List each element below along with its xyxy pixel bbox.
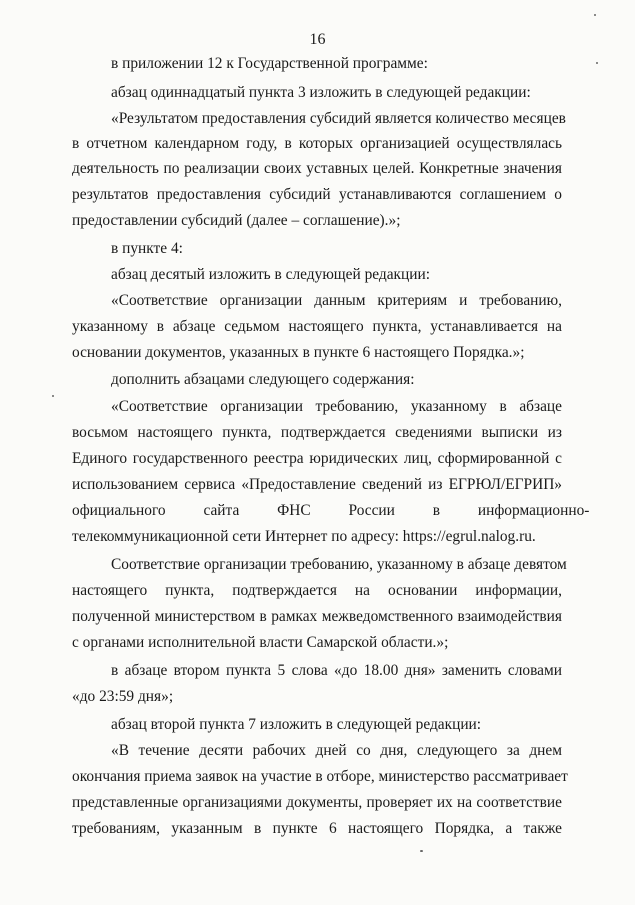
text-line: представленные организациями документы, проверяет их на соответствие <box>72 794 562 811</box>
text-line: Единого государственного реестра юридических лиц, сформированной с <box>72 450 562 467</box>
text-line: предоставлении субсидий (далее – соглашение).»; <box>72 212 401 229</box>
text-line: в абзаце втором пункта 5 слова «до 18.00 дня» заменить словами <box>111 662 562 679</box>
text-line: требованиям, указанным в пункте 6 настоящего Порядка, а также <box>72 820 562 837</box>
scan-speck <box>420 850 423 852</box>
text-line: официального сайта ФНС России в информационно- <box>72 502 590 519</box>
text-line: «Результатом предоставления субсидий является количество месяцев <box>111 110 566 127</box>
text-line: восьмом настоящего пункта, подтверждается сведениями выписки из <box>72 424 562 441</box>
text-line: «Соответствие организации требованию, указанному в абзаце <box>111 398 562 415</box>
scan-speck <box>596 62 598 64</box>
text-line: с органами исполнительной власти Самарской области.»; <box>72 634 449 651</box>
text-line: полученной министерством в рамках межведомственного взаимодействия <box>72 608 562 625</box>
text-line: телекоммуникационной сети Интернет по адресу: https://egrul.nalog.ru. <box>72 528 536 545</box>
text-line: использованием сервиса «Предоставление сведений из ЕГРЮЛ/ЕГРИП» <box>72 476 562 493</box>
text-line: указанному в абзаце седьмом настоящего пункта, устанавливается на <box>72 318 562 335</box>
scan-speck <box>594 14 596 16</box>
text-line: абзац одиннадцатый пункта 3 изложить в следующей редакции: <box>111 84 531 101</box>
scan-speck <box>52 395 54 397</box>
text-line: дополнить абзацами следующего содержания: <box>111 371 415 388</box>
text-line: деятельность по реализации своих уставных целей. Конкретные значения <box>72 160 562 177</box>
text-line: «Соответствие организации данным критериям и требованию, <box>111 292 562 309</box>
text-line: настоящего пункта, подтверждается на основании информации, <box>72 582 562 599</box>
text-line: абзац десятый изложить в следующей редакции: <box>111 266 431 283</box>
page-number: 16 <box>309 31 326 48</box>
text-line: в отчетном календарном году, в которых организацией осуществлялась <box>72 135 562 152</box>
text-line: «до 23:59 дня»; <box>72 688 174 705</box>
text-line: Соответствие организации требованию, указанному в абзаце девятом <box>111 556 567 573</box>
text-line: абзац второй пункта 7 изложить в следующей редакции: <box>111 716 482 733</box>
text-line: в пункте 4: <box>111 240 183 257</box>
text-line: результатов предоставления субсидий устанавливаются соглашением о <box>72 186 562 203</box>
text-line: основании документов, указанных в пункте 6 настоящего Порядка.»; <box>72 344 525 361</box>
text-line: окончания приема заявок на участие в отборе, министерство рассматривает <box>72 768 568 785</box>
text-line: «В течение десяти рабочих дней со дня, следующего за днем <box>111 742 562 759</box>
text-line: в приложении 12 к Государственной программе: <box>111 55 428 72</box>
